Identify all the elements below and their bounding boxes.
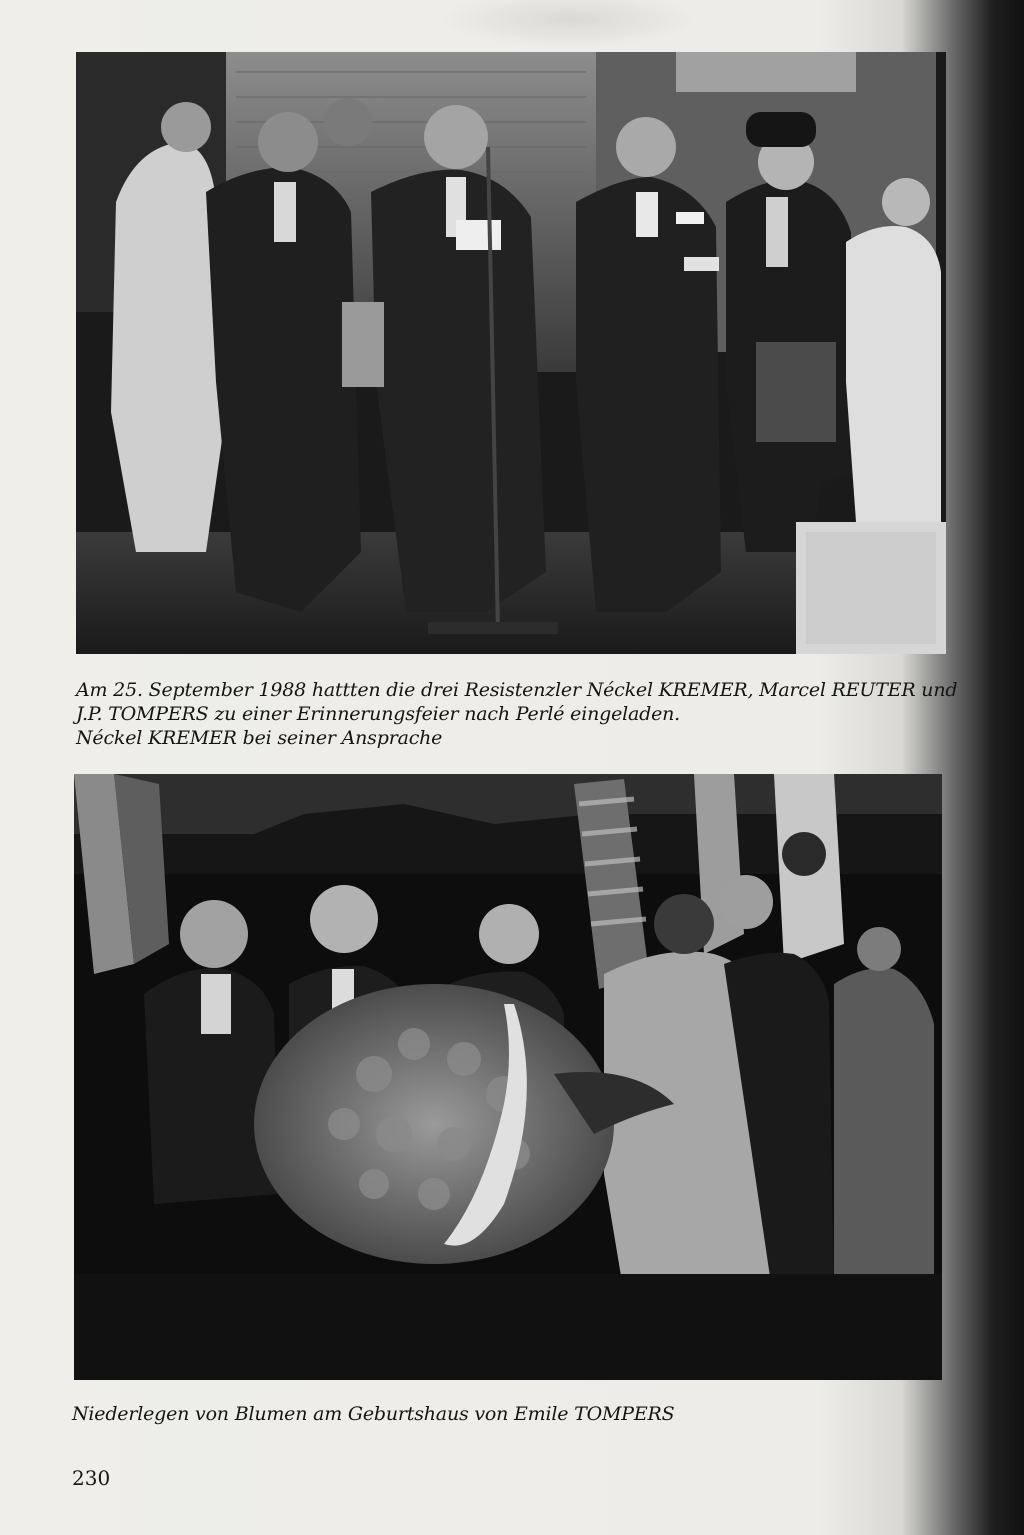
photo-commemoration-speech-image xyxy=(76,52,946,654)
photo-commemoration-speech xyxy=(76,52,946,654)
caption-line-3: Néckel KREMER bei seiner Ansprache xyxy=(76,727,443,749)
scan-smudge xyxy=(440,0,700,48)
caption-commemoration xyxy=(76,678,957,750)
caption-line-2: J.P. TOMPERS zu einer Erinnerungsfeier nach Perlé eingeladen. xyxy=(76,703,681,725)
photo-laying-flowers-image xyxy=(74,774,942,1380)
caption-line-1: Am 25. September 1988 hattten die drei Resistenzler Néckel KREMER, Marcel REUTER und xyxy=(76,679,958,701)
page-number: 230 xyxy=(72,1466,111,1490)
caption-laying-flowers: Niederlegen von Blumen am Geburtshaus von Emile TOMPERS xyxy=(72,1403,675,1425)
photo-laying-flowers xyxy=(74,774,942,1380)
